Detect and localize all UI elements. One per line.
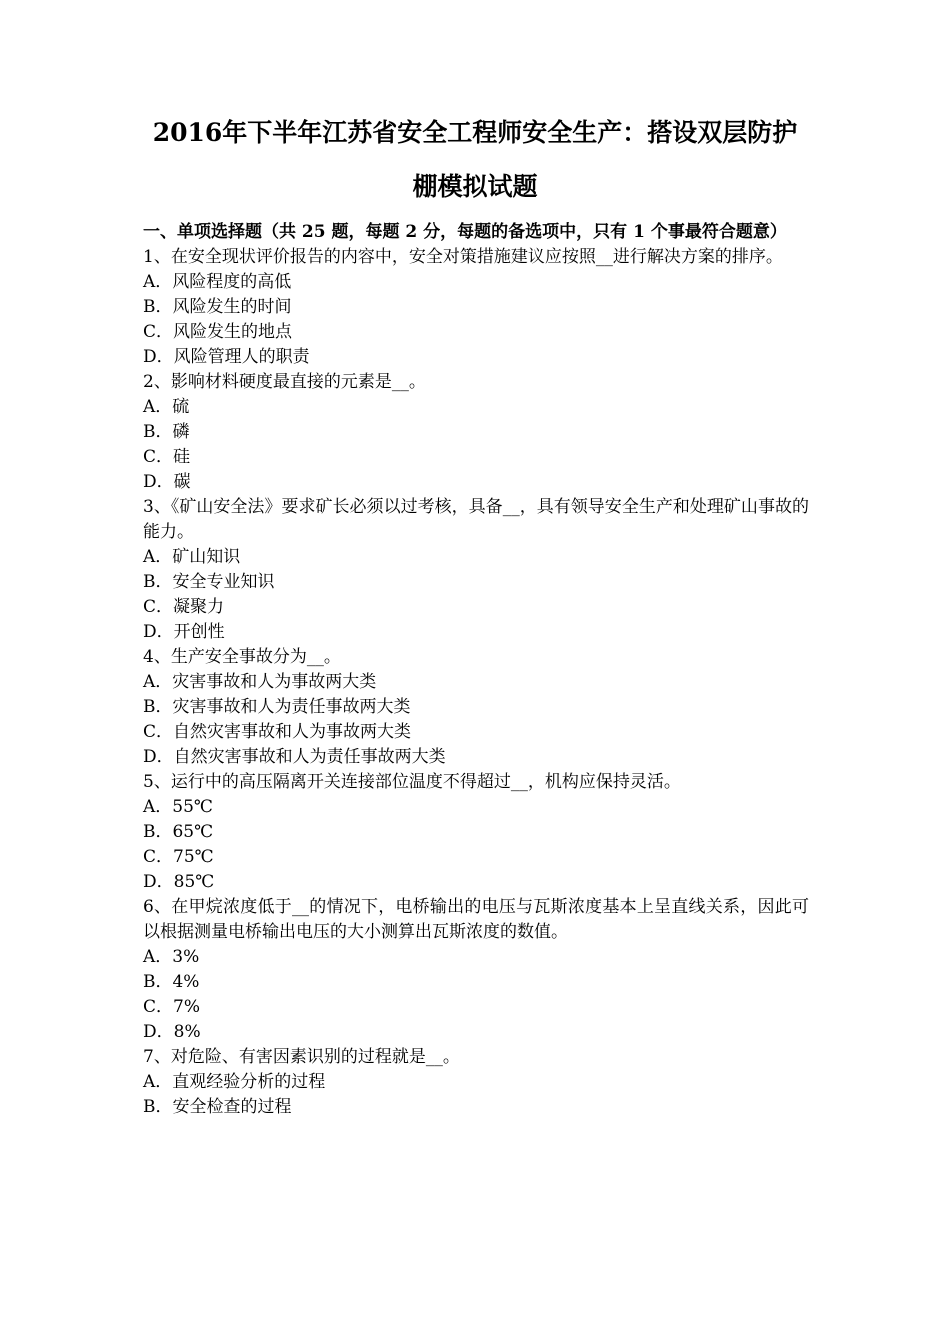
document-title-line1: 2016年下半年江苏省安全工程师安全生产：搭设双层防护 bbox=[152, 118, 798, 147]
question-6 bbox=[143, 895, 809, 1045]
option-a: A．硫 bbox=[143, 397, 190, 417]
option-a: A．风险程度的高低 bbox=[143, 272, 292, 292]
option-d: D．8% bbox=[143, 1022, 201, 1042]
question-stem: 5、运行中的高压隔离开关连接部位温度不得超过__，机构应保持灵活。 bbox=[143, 772, 681, 792]
option-c: C．自然灾害事故和人为事故两大类 bbox=[143, 722, 412, 742]
option-c: C．凝聚力 bbox=[143, 597, 225, 617]
option-c: C．7% bbox=[143, 997, 200, 1017]
question-1 bbox=[143, 245, 809, 370]
option-c: C．75℃ bbox=[143, 847, 214, 867]
option-a: A．矿山知识 bbox=[143, 547, 241, 567]
document-body bbox=[143, 220, 809, 1120]
option-c: C．硅 bbox=[143, 447, 191, 467]
question-3 bbox=[143, 495, 809, 645]
option-a: A．灾害事故和人为事故两大类 bbox=[143, 672, 377, 692]
option-d: D．85℃ bbox=[143, 872, 215, 892]
question-7 bbox=[143, 1045, 809, 1120]
question-stem: 2、影响材料硬度最直接的元素是__。 bbox=[143, 372, 426, 392]
option-b: B．安全专业知识 bbox=[143, 572, 275, 592]
question-stem: 6、在甲烷浓度低于__的情况下，电桥输出的电压与瓦斯浓度基本上呈直线关系，因此可以根据测量电桥输出电压的大小测算出瓦斯浓度的数值。 bbox=[143, 897, 809, 942]
question-2 bbox=[143, 370, 809, 495]
option-b: B．灾害事故和人为责任事故两大类 bbox=[143, 697, 411, 717]
option-d: D．开创性 bbox=[143, 622, 225, 642]
option-d: D．自然灾害事故和人为责任事故两大类 bbox=[143, 747, 446, 767]
option-a: A．直观经验分析的过程 bbox=[143, 1072, 326, 1092]
question-stem: 1、在安全现状评价报告的内容中，安全对策措施建议应按照__进行解决方案的排序。 bbox=[143, 247, 783, 267]
question-stem: 7、对危险、有害因素识别的过程就是__。 bbox=[143, 1047, 460, 1067]
question-5 bbox=[143, 770, 809, 895]
section-heading: 一、单项选择题（共 25 题，每题 2 分，每题的备选项中，只有 1 个事最符合题意） bbox=[143, 222, 787, 242]
question-stem: 3、《矿山安全法》要求矿长必须以过考核，具备__，具有领导安全生产和处理矿山事故的能力。 bbox=[143, 497, 809, 542]
option-a: A．55℃ bbox=[143, 797, 213, 817]
option-d: D．风险管理人的职责 bbox=[143, 347, 310, 367]
option-b: B．4% bbox=[143, 972, 200, 992]
option-b: B．65℃ bbox=[143, 822, 214, 842]
question-4 bbox=[143, 645, 809, 770]
question-stem: 4、生产安全事故分为__。 bbox=[143, 647, 341, 667]
option-d: D．碳 bbox=[143, 472, 191, 492]
option-b: B．磷 bbox=[143, 422, 190, 442]
option-c: C．风险发生的地点 bbox=[143, 322, 293, 342]
option-b: B．安全检查的过程 bbox=[143, 1097, 292, 1117]
option-b: B．风险发生的时间 bbox=[143, 297, 292, 317]
document-title-line2: 棚模拟试题 bbox=[412, 172, 538, 201]
option-a: A．3% bbox=[143, 947, 200, 967]
